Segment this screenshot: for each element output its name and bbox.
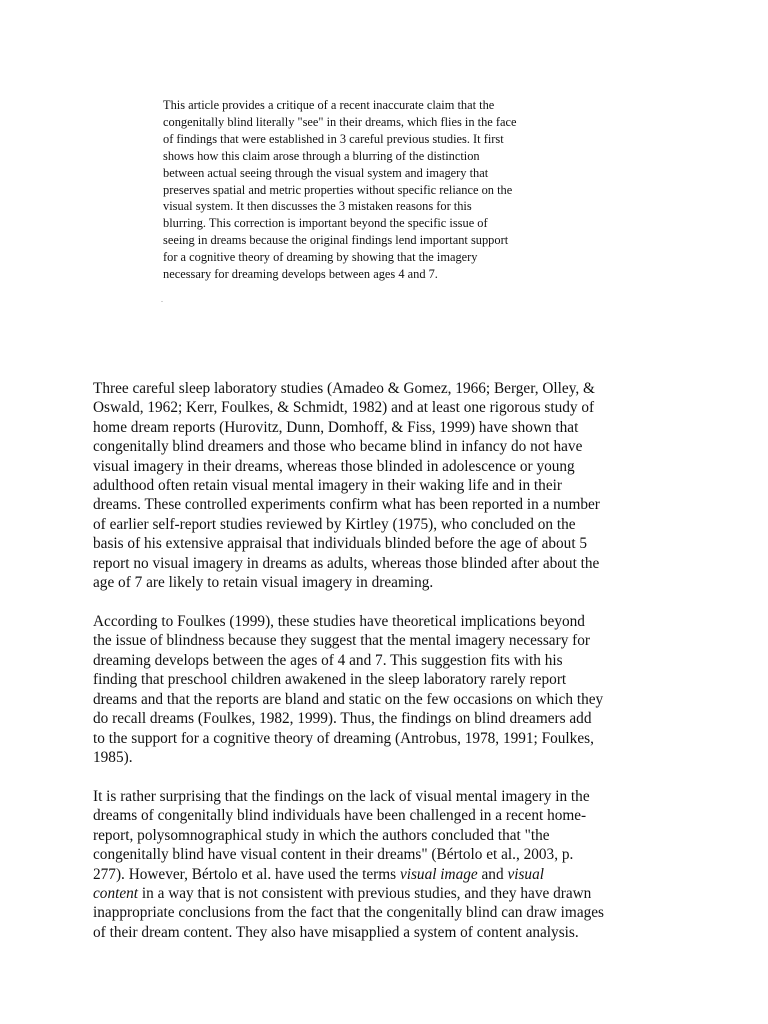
abstract-block [163, 97, 608, 283]
abstract-line: preserves spatial and metric properties without specific reliance on the [163, 182, 513, 197]
abstract-line: This article provides a critique of a recent inaccurate claim that the [163, 98, 495, 112]
body-line-with-emphasis [93, 884, 683, 903]
body-line: Oswald, 1962; Kerr, Foulkes, & Schmidt, 1982) and at least one rigorous study of [93, 399, 595, 417]
body-line: of earlier self-report studies reviewed by Kirtley (1975), who concluded on the [93, 515, 576, 533]
body-line: dreams and that the reports are bland and static on the few occasions on which they [93, 690, 604, 708]
abstract-line: visual system. It then discusses the 3 mistaken reasons for this [163, 199, 472, 214]
abstract-line: seeing in dreams because the original findings lend important support [163, 233, 509, 248]
body-line: age of 7 are likely to retain visual imagery in dreaming. [93, 574, 434, 592]
body-line: congenitally blind have visual content in their dreams" (Bértolo et al., 2003, p. [93, 846, 574, 864]
body-line: 1985). [93, 748, 133, 766]
body-line: dreaming develops between the ages of 4 and 7. This suggestion fits with his [93, 651, 563, 669]
body-line: dreams. These controlled experiments confirm what has been reported in a number [93, 496, 600, 514]
text-run: in a way that is not consistent with previous studies, and they have drawn [138, 884, 592, 902]
body-line: report no visual imagery in dreams as adults, whereas those blinded after about the [93, 554, 600, 572]
paragraph-2 [93, 612, 683, 767]
body-line: report, polysomnographical study in which the authors concluded that "the [93, 826, 550, 844]
body-line: inappropriate conclusions from the fact that the congenitally blind can draw images [93, 904, 605, 922]
body-line: Three careful sleep laboratory studies (Amadeo & Gomez, 1966; Berger, Olley, & [93, 380, 595, 397]
emphasized-term: content [93, 884, 139, 902]
abstract-line: between actual seeing through the visual system and imagery that [163, 165, 489, 180]
body-line: finding that preschool children awakened in the sleep laboratory rarely report [93, 671, 567, 689]
body-line: of their dream content. They also have misapplied a system of content analysis. [93, 923, 579, 941]
body-line: congenitally blind dreamers and those who became blind in infancy do not have [93, 438, 583, 456]
body-line-with-emphasis [93, 865, 683, 884]
body-line: dreams of congenitally blind individuals have been challenged in a recent home- [93, 807, 587, 825]
body-line: do recall dreams (Foulkes, 1982, 1999). Thus, the findings on blind dreamers add [93, 710, 592, 728]
body-line: It is rather surprising that the findings on the lack of visual mental imagery in the [93, 787, 590, 805]
body-line: the issue of blindness because they suggest that the mental imagery necessary for [93, 632, 590, 650]
body-line: home dream reports (Hurovitz, Dunn, Domhoff, & Fiss, 1999) have shown that [93, 418, 579, 436]
paragraph-3 [93, 787, 683, 942]
paragraph-1 [93, 379, 683, 592]
body-line: According to Foulkes (1999), these studies have theoretical implications beyond [93, 613, 585, 631]
body-line: basis of his extensive appraisal that individuals blinded before the age of about 5 [93, 535, 588, 553]
abstract-line: congenitally blind literally "see" in their dreams, which flies in the face [163, 114, 517, 129]
body-line: adulthood often retain visual mental imagery in their waking life and in their [93, 477, 562, 495]
abstract-line: of findings that were established in 3 careful previous studies. It first [163, 131, 504, 146]
abstract-line: shows how this claim arose through a blurring of the distinction [163, 148, 480, 163]
abstract-line: blurring. This correction is important beyond the specific issue of [163, 216, 488, 231]
stray-period-mark: . [161, 295, 163, 304]
text-run: 277). However, Bértolo et al. have used the terms [93, 865, 400, 883]
abstract-line: for a cognitive theory of dreaming by showing that the imagery [163, 250, 478, 265]
text-run: and [477, 865, 508, 883]
article-body [93, 379, 683, 942]
body-line: visual imagery in their dreams, whereas those blinded in adolescence or young [93, 457, 575, 475]
emphasized-term: visual [507, 865, 544, 883]
body-line: to the support for a cognitive theory of dreaming (Antrobus, 1978, 1991; Foulkes, [93, 729, 594, 747]
emphasized-term: visual image [399, 865, 478, 883]
abstract-line: necessary for dreaming develops between ages 4 and 7. [163, 267, 438, 282]
